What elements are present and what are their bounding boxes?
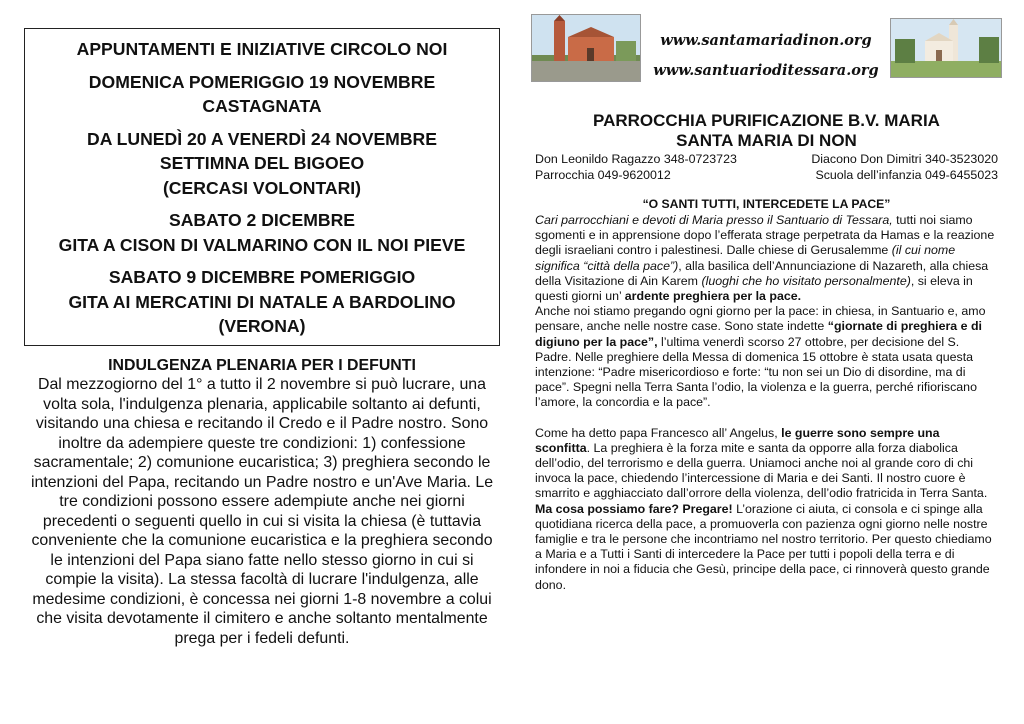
left-column xyxy=(24,28,500,648)
article-text-bold: ardente preghiera per la pace. xyxy=(624,289,802,304)
event2-line3: (CERCASI VOLONTARI) xyxy=(162,177,362,198)
indulgence-section xyxy=(24,356,500,649)
article-text: , alla basilica dell’Annunciazione di Nazareth, alla chiesa della Visitazione di Ain Karem xyxy=(535,258,989,288)
article-text: . La preghiera è la forza mite e santa da opporre alla forza diabolica dell’odio, del terrorismo e della guerra. Uniamoci anche noi al grande coro di chi invoca la pace, chiedendo l’intercessione di Maria e dei Santi. Il nostro cuore è smarrito e agghiacciato dall’orrore della violenza, dell’odio fratricida in Terra Santa. xyxy=(535,440,988,501)
contact-parish-priest: Don Leonildo Ragazzo 348-0723723 xyxy=(535,152,737,166)
event1-line2: CASTAGNATA xyxy=(202,96,322,116)
article-text: L’orazione ci aiuta, ci consola e ci spinge alla quotidiana ricerca della pace, a promuoverla con pazienza ogni giorno nelle nostre famiglie e tra le persone che incontriamo nel nostro territorio. Per questo chiediamo a Maria e a Tutti i Santi di intercedere la Pace per tutti i popoli della terra e di infondere in noi a fiducia che Gesù, principe della pace, ci rinnoverà questo grande dono. xyxy=(535,501,992,592)
article-paragraph-2 xyxy=(535,304,998,410)
appointments-title: APPUNTAMENTI E INIZIATIVE CIRCOLO NOI xyxy=(76,39,448,59)
event4-line2: GITA AI MERCATINI DI NATALE A BARDOLINO xyxy=(68,291,456,312)
article-paragraph-3 xyxy=(535,426,998,502)
event4-line1: SABATO 9 DICEMBRE POMERIGGIO xyxy=(108,267,416,287)
article-paragraph-1 xyxy=(535,213,998,304)
article-text-bold: Ma cosa possiamo fare? Pregare! xyxy=(535,501,733,516)
parish-name xyxy=(535,111,998,151)
website-link-santamariadinon[interactable]: www.santamariadinon.org xyxy=(660,32,872,49)
article-text: l’ultima venerdì scorso 27 ottobre, per decisione del S. Padre. Nelle preghiere della Messa di domenica 15 ottobre è stata usata questa intenzione: “Padre misericordioso e forte: “tu non sei un Dio di disordine, ma di pace”. Spegni nella Terra Santa l’odio, la violenza e la guerra, perché rifioriscano l’amore, la concordia e la pace”. xyxy=(535,334,977,410)
article-text: tutti noi siamo sgomenti e in apprensione dopo l’efferata strage perpetrata da Hamas e la reazione degli israeliani contro i palestinesi. Dalle chiese di Gerusalemme xyxy=(535,213,995,258)
parish-line2: SANTA MARIA DI NON xyxy=(676,131,857,150)
indulgence-body: Dal mezzogiorno del 1° a tutto il 2 novembre si può lucrare, una volta sola, l'indulgenza plenaria, applicabile soltanto ai defunti, visitando una chiesa e recitando il Credo e il Padre nostro. Sono inoltre da adempiere queste tre condizioni: 1) confessione sacramentale; 2) comunione eucaristica; 3) preghiera secondo le intenzioni del Papa, recitando un Padre nostro e un'Ave Maria. Le tre condizioni possono essere adempiute anche nei giorni precedenti o seguenti quello in cui si visita la chiesa (è tuttavia conveniente che la comunione eucaristica e la preghiera secondo le intenzioni del Papa siano fatte nello stesso giorno in cui si compie la visita). La stessa facoltà di lucrare l'indulgenza, alle medesime condizioni, è concessa nei giorni 1-8 novembre a colui che visita devotamente il cimitero e anche soltanto mentalmente prega per i fedeli defunti. xyxy=(30,376,494,647)
article-text: Come ha detto papa Francesco all’ Angelus, xyxy=(535,425,782,440)
article-paragraph-4 xyxy=(535,502,998,593)
article-text-bold: le guerre sono sempre una sconfitta xyxy=(535,425,940,455)
article-text: Anche noi stiamo pregando ogni giorno per la pace: in chiesa, in Santuario e, amo pensare, anche nelle nostre case. Sono state indette xyxy=(535,304,986,334)
appointments-box xyxy=(24,28,500,346)
article-text-italic: (il cui nome significa “città della pace”) xyxy=(535,243,956,273)
event2-line2: SETTIMNA DEL BIGOEO xyxy=(159,153,365,173)
parish-line1: PARROCCHIA PURIFICAZIONE B.V. MARIA xyxy=(593,111,940,130)
contact-deacon: Diacono Don Dimitri 340-3523020 xyxy=(811,152,998,166)
sanctuary-photo-image xyxy=(890,18,1002,78)
event1-line1: DOMENICA POMERIGGIO 19 NOVEMBRE xyxy=(88,71,436,92)
church-photo-image xyxy=(531,14,641,82)
right-column xyxy=(535,14,998,593)
event4-line3: (VERONA) xyxy=(218,316,306,336)
website-link-santuarioditessara[interactable]: www.santuarioditessara.org xyxy=(653,62,879,79)
indulgence-title: INDULGENZA PLENARIA PER I DEFUNTI xyxy=(108,356,416,374)
article-body xyxy=(535,213,998,593)
header-bar xyxy=(535,14,998,94)
contacts-row1 xyxy=(535,151,998,167)
contact-parish-office: Parrocchia 049-9620012 xyxy=(535,168,671,182)
article-greeting: Cari parrocchiani e devoti di Maria presso il Santuario di Tessara, xyxy=(535,213,893,227)
article-text-bold: “giornate di preghiera e di digiuno per la pace”, xyxy=(535,319,982,349)
event3-line2: GITA A CISON DI VALMARINO CON IL NOI PIEVE xyxy=(58,234,466,255)
article-text: , si eleva in questi giorni un’ xyxy=(535,273,973,304)
article-title: “O SANTI TUTTI, INTERCEDETE LA PACE” xyxy=(642,197,891,211)
contacts-row2 xyxy=(535,167,998,183)
contact-kindergarten: Scuola dell’infanzia 049-6455023 xyxy=(815,168,998,182)
article-text-italic: (luoghi che ho visitato personalmente) xyxy=(701,273,911,288)
event3-line1: SABATO 2 DICEMBRE xyxy=(168,210,356,230)
event2-line1: DA LUNEDÌ 20 A VENERDÌ 24 NOVEMBRE xyxy=(87,128,437,149)
